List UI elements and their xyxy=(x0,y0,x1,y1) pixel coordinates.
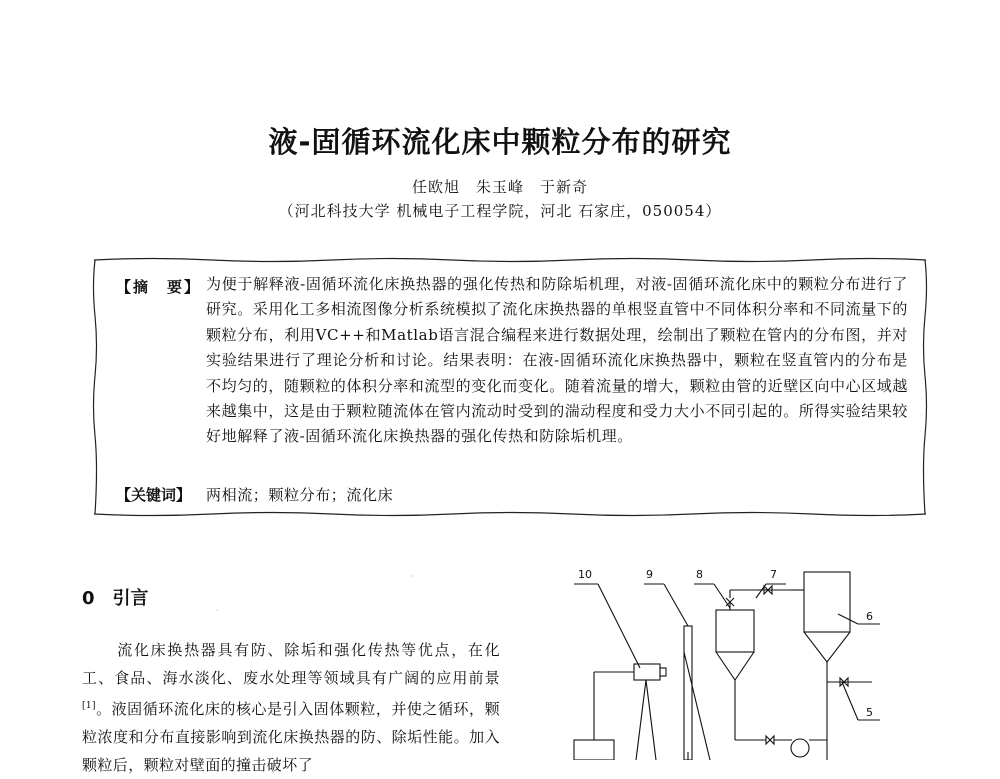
abstract-label: 【摘 要】 xyxy=(116,278,202,296)
figure-label-9: 9 xyxy=(646,568,653,581)
leader-10b xyxy=(598,584,640,668)
storage-tank xyxy=(804,572,850,632)
figure-label-6: 6 xyxy=(866,610,873,623)
figure-label-10: 10 xyxy=(578,568,592,581)
section-number: 0 xyxy=(82,588,95,609)
intro-text-2: 。液固循环流化床的核心是引入固体颗粒，并使之循环，颗粒浓度和分布直接影响到流化床换热器的防、除垢性能。加入颗粒后，颗粒对壁面的撞击破坏了 xyxy=(82,700,500,774)
scan-speck: · xyxy=(216,606,219,615)
affiliation: （河北科技大学 机械电子工程学院，河北 石家庄，050054） xyxy=(278,202,722,220)
separator-tank xyxy=(716,610,754,652)
abstract-box xyxy=(92,256,928,518)
figure-label-5: 5 xyxy=(866,706,873,719)
scan-speck: · xyxy=(410,572,413,581)
apparatus-figure xyxy=(560,562,890,764)
camera xyxy=(634,664,660,680)
keywords-label: 【关键词】 xyxy=(116,486,192,504)
abstract-text: 为便于解释液-固循环流化床换热器的强化传热和防除垢机理，对液-固循环流化床中的颗粒分布进行了研究。采用化工多相流图像分析系统模拟了流化床换热器的单根竖直管中不同体积分率和不同流量下的颗粒分布，利用VC++和Matlab语言混合编程来进行数据处理，绘制出了颗粒在管内的分布图，并对实验结果进行了理论分析和讨论。结果表明：在液-固循环流化床换热器中，颗粒在竖直管内的分布是不均匀的，随颗粒的体积分率和流型的变化而变化。随着流量的增大，颗粒由管的近壁区向中心区域越来越集中，这是由于颗粒随流体在管内流动时受到的湍动程度和受力大小不同引起的。所得实验结果较好地解释了液-固循环流化床换热器的强化传热和防除垢机理。 xyxy=(206,275,909,446)
paper-title: 液-固循环流化床中颗粒分布的研究 xyxy=(268,125,732,159)
apparatus-diagram xyxy=(560,562,890,760)
section-heading xyxy=(82,584,149,610)
test-tube xyxy=(684,626,692,760)
pump xyxy=(791,739,809,757)
figure-label-7: 7 xyxy=(770,568,777,581)
citation: [1] xyxy=(82,701,96,711)
valve-bottom xyxy=(766,736,774,744)
intro-text-1: 流化床换热器具有防、除垢和强化传热等优点，在化工、食品、海水淡化、废水处理等领域具有广阔的应用前景 xyxy=(82,641,500,687)
computer xyxy=(574,740,614,760)
figure-label-8: 8 xyxy=(696,568,703,581)
keywords-text: 两相流；颗粒分布；流化床 xyxy=(206,486,394,504)
intro-paragraph xyxy=(82,636,500,779)
section-title: 引言 xyxy=(112,588,149,609)
authors: 任欧旭 朱玉峰 于新奇 xyxy=(411,178,588,196)
